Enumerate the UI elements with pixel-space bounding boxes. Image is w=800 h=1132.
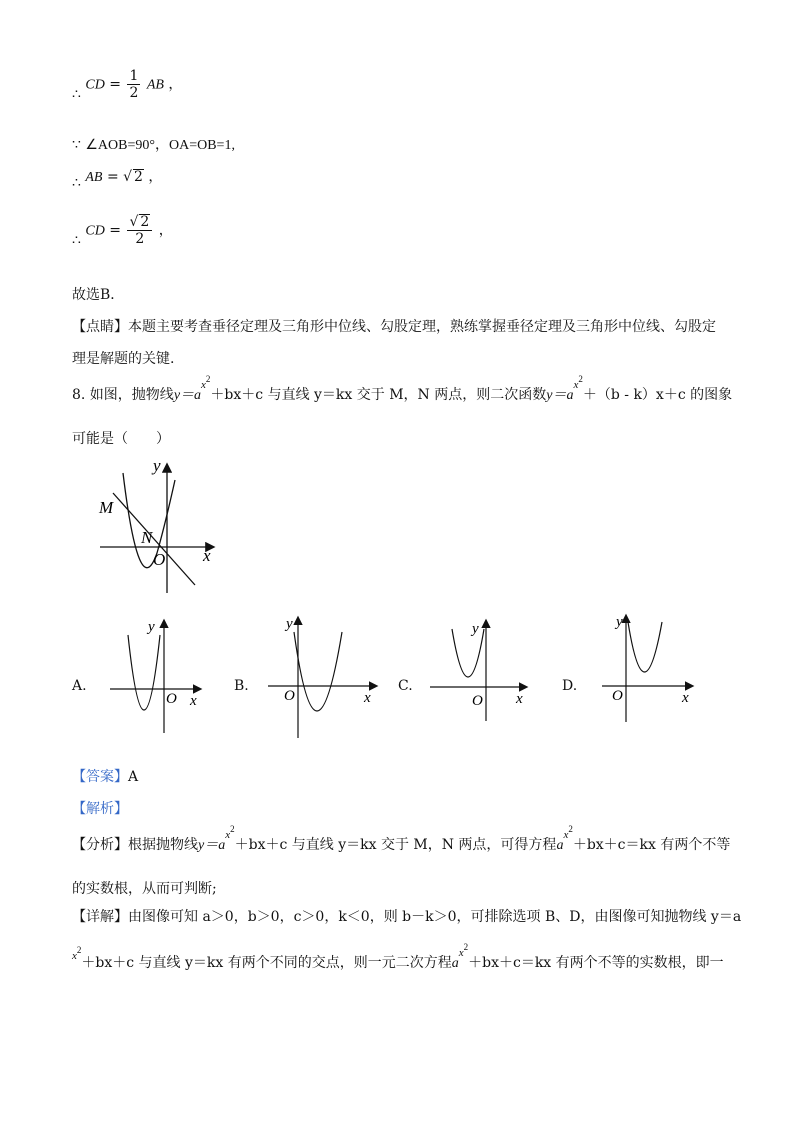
origin-label: O — [612, 688, 623, 704]
xiangjie-text-1: 由图像可知 a＞0，b＞0，c＞0，k＜0，则 b－k＞0，可排除选项 B、D，由图像可知抛物线 y＝a — [128, 909, 742, 925]
point-n-label: N — [141, 528, 153, 547]
option-a-letter[interactable]: A. — [72, 678, 87, 694]
comment-tag: 【点睛】 — [72, 319, 128, 335]
x-squared-sup-2 — [573, 374, 583, 391]
ab-lhs: AB — [85, 170, 103, 185]
fenxi-line-1 — [72, 824, 731, 854]
question-mid: ＋bx＋c 与直线 y＝kx 交于 M，N 两点，则二次函数 — [210, 387, 547, 403]
exp-2: 2 — [230, 824, 235, 834]
proof-line-condition — [72, 134, 235, 154]
frac-den: 2 — [135, 231, 145, 247]
exp-2: 2 — [578, 374, 583, 384]
fenxi-tag: 【分析】 — [72, 837, 128, 853]
x-var: x — [573, 379, 579, 391]
y-label: y — [153, 456, 161, 475]
cd-label: CD — [85, 223, 105, 239]
y-eq-a-2: y＝a — [546, 388, 574, 403]
sqrt-sign: √ — [123, 169, 133, 185]
answer-line — [72, 766, 138, 786]
exp-2: 2 — [76, 945, 82, 955]
cd-label: CD — [85, 77, 105, 93]
sqrt-value: 2 — [134, 169, 143, 185]
x-var: x — [201, 379, 206, 391]
x-squared-sup — [72, 945, 82, 962]
comma: ， — [168, 76, 183, 93]
line-kx — [113, 493, 195, 585]
comment-line-2: 理是解题的关键. — [72, 351, 175, 367]
a-var: a — [556, 838, 564, 853]
xiangjie-text-2b: ＋bx＋c＝kx 有两个不等的实数根，即一 — [468, 955, 724, 971]
sqrt-value: 2 — [140, 214, 150, 230]
xiangjie-tag: 【详解】 — [72, 909, 128, 925]
equals: = — [106, 169, 119, 185]
parabola — [628, 622, 662, 672]
origin-label: O — [166, 691, 177, 707]
fenxi-line-2: 的实数根，从而可判断; — [72, 881, 217, 897]
x-squared-sup-2 — [563, 824, 573, 841]
y-eq-a: y＝a — [173, 388, 202, 403]
parabola — [294, 632, 342, 711]
point-m-label: M — [99, 498, 114, 517]
frac-den: 2 — [129, 85, 139, 101]
y-label: y — [286, 616, 293, 632]
exp-2: 2 — [568, 824, 573, 834]
therefore-symbol: ∴ — [72, 86, 81, 103]
comment-line-1 — [72, 316, 716, 336]
equals: = — [109, 76, 122, 93]
frac-num: 1 — [129, 68, 139, 84]
choose-b-line: 故选B． — [72, 287, 125, 303]
therefore-symbol: ∴ — [72, 232, 81, 249]
question-intro: 8. 如图，抛物线 — [72, 387, 174, 403]
answer-value: A — [128, 769, 139, 785]
parabola — [452, 629, 484, 677]
xiangjie-line-1 — [72, 906, 741, 926]
fenxi-text-a: 根据抛物线 — [128, 837, 198, 853]
therefore-symbol: ∴ — [72, 175, 81, 191]
condition-text: ∠AOB=90°，OA=OB=1, — [85, 138, 235, 153]
x-label: x — [516, 691, 523, 707]
x-var: x — [72, 950, 77, 962]
proof-line-ab — [72, 166, 162, 191]
proof-line-cd-half — [72, 68, 182, 105]
x-var: x — [225, 829, 231, 841]
x-label: x — [364, 690, 371, 706]
y-label: y — [616, 614, 623, 630]
option-d-graph[interactable] — [600, 610, 700, 726]
x-var: x — [458, 947, 464, 959]
comma: ， — [148, 169, 163, 185]
fenxi-text-c: ＋bx＋c＝kx 有两个不等 — [572, 837, 731, 853]
because-symbol: ∵ — [72, 137, 81, 153]
option-b-letter[interactable]: B. — [234, 678, 249, 694]
fraction-sqrt2-over-2 — [127, 214, 152, 247]
question-end: ＋（b - k）x＋c 的图象 — [582, 387, 733, 403]
origin-label: O — [153, 550, 166, 569]
answer-tag: 【答案】 — [72, 769, 128, 785]
equals: = — [109, 222, 122, 239]
y-eq-a: y＝a — [198, 838, 226, 853]
x-squared-sup — [201, 374, 211, 391]
comment-text-1: 本题主要考查垂径定理及三角形中位线、勾股定理，熟练掌握垂径定理及三角形中位线、勾股定 — [128, 319, 716, 335]
x-label: x — [682, 690, 689, 706]
origin-label: O — [284, 688, 295, 704]
question-8-line-2: 可能是（ ） — [72, 431, 170, 447]
option-c-letter[interactable]: C. — [398, 678, 413, 694]
analysis-tag: 【解析】 — [72, 801, 128, 817]
xiangjie-line-2 — [72, 942, 724, 972]
parabola — [128, 635, 160, 710]
frac-num — [127, 214, 152, 231]
x-var: x — [563, 829, 569, 841]
option-b-graph[interactable] — [264, 610, 384, 740]
option-a-graph[interactable] — [108, 615, 208, 735]
x-label: x — [190, 693, 197, 709]
y-label: y — [148, 619, 155, 635]
exp-2: 2 — [205, 374, 211, 384]
x-squared-sup — [225, 824, 235, 841]
x-squared-sup-2 — [458, 942, 469, 959]
fenxi-text-b: ＋bx＋c 与直线 y＝kx 交于 M，N 两点，可得方程 — [234, 837, 557, 853]
origin-label: O — [472, 693, 483, 709]
proof-line-cd-result — [72, 214, 173, 249]
exp-2: 2 — [463, 942, 469, 952]
option-d-letter[interactable]: D. — [562, 678, 578, 694]
comma: ， — [158, 222, 173, 239]
x-label: x — [203, 546, 211, 565]
xiangjie-text-2a: ＋bx＋c 与直线 y＝kx 有两个不同的交点，则一元二次方程 — [81, 955, 452, 971]
question-8-line-1 — [72, 374, 733, 404]
fraction-one-half — [127, 68, 140, 101]
a-var: a — [451, 956, 459, 971]
y-label: y — [472, 621, 479, 637]
sqrt-sign: √ — [129, 214, 139, 230]
ab-label: AB — [146, 77, 164, 93]
main-figure — [95, 455, 225, 595]
option-c-graph[interactable] — [428, 615, 538, 725]
